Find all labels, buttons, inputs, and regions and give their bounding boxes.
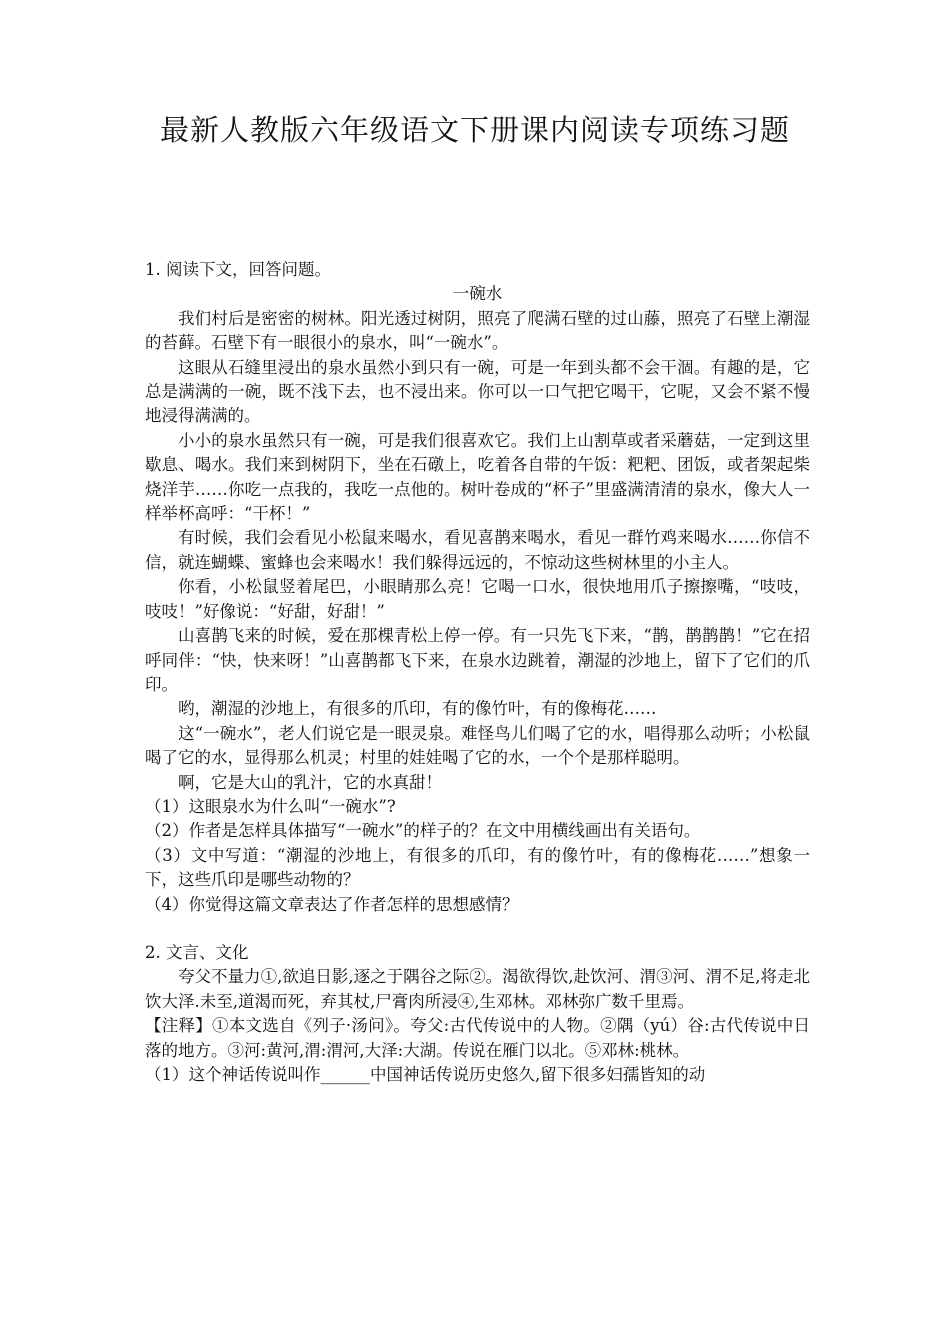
passage-paragraph: 这眼从石缝里浸出的泉水虽然小到只有一碗，可是一年到头都不会干涸。有趣的是，它总是满满的一碗，既不浅下去，也不浸出来。你可以一口气把它喝干，它呢，又会不紧不慢地浸得满满的。 (145, 357, 810, 426)
sub-question: （2）作者是怎样具体描写“一碗水”的样子的？在文中用横线画出有关语句。 (145, 821, 701, 841)
annotation-note: 【注释】①本文选自《列子·汤问》。夸父:古代传说中的人物。②隅（yú）谷:古代传说中日落的地方。③河:黄河,渭:渭河,大泽:大湖。传说在雁门以北。⑤邓林:桃林。 (145, 1016, 810, 1060)
passage-paragraph: 啊，它是大山的乳汁，它的水真甜！ (178, 772, 442, 792)
passage-paragraph: 哟，潮湿的沙地上，有很多的爪印，有的像竹叶，有的像梅花…… (178, 699, 657, 719)
passage-paragraph: 有时候，我们会看见小松鼠来喝水，看见喜鹊来喝水，看见一群竹鸡来喝水……你信不信，就连蝴蝶、蜜蜂也会来喝水！我们躲得远远的，不惊动这些树林里的小主人。 (145, 528, 810, 572)
passage-paragraph: 这“一碗水”，老人们说它是一眼灵泉。难怪鸟儿们喝了它的水，唱得那么动听；小松鼠喝了它的水，显得那么机灵；村里的娃娃喝了它的水，一个个是那样聪明。 (145, 723, 810, 768)
passage-paragraph: 小小的泉水虽然只有一碗，可是我们很喜欢它。我们上山割草或者采蘑菇，一定到这里歇息、喝水。我们来到树阴下，坐在石礅上，吃着各自带的午饭：粑粑、团饭，或者架起柴烧洋芋……你吃一点我的，我吃一点他的。树叶卷成的“杯子”里盛满清清的泉水，像大人一样举杯高呼：“干杯！” (145, 430, 810, 524)
document-body (145, 258, 810, 1087)
question-1-heading: 1. 阅读下文，回答问题。 (145, 260, 331, 279)
sub-question: （3）文中写道：“潮湿的沙地上，有很多的爪印，有的像竹叶，有的像梅花……”想象一下，这些爪印是哪些动物的？ (145, 845, 810, 890)
sub-question: （4）你觉得这篇文章表达了作者怎样的思想感情？ (145, 894, 519, 914)
passage-paragraph: 你看，小松鼠竖着尾巴，小眼睛那么亮！它喝一口水，很快地用爪子擦擦嘴，“吱吱，吱吱！”好像说：“好甜，好甜！” (145, 577, 810, 621)
passage-paragraph: 我们村后是密密的树林。阳光透过树阴，照亮了爬满石壁的过山藤，照亮了石壁上潮湿的苔藓。石壁下有一眼很小的泉水，叫“一碗水”。 (145, 308, 810, 353)
question-2-heading: 2. 文言、文化 (145, 942, 249, 962)
classical-passage: 夸父不量力①,欲追日影,逐之于隅谷之际②。渴欲得饮,赴饮河、渭③河、渭不足,将走北饮大泽.未至,道渴而死，弃其杖,尸膏肉所浸④,生邓林。邓林弥广数千里焉。 (145, 967, 810, 1011)
sub-question: （1）这个神话传说叫作______中国神话传说历史悠久,留下很多妇孺皆知的动 (145, 1065, 706, 1084)
passage-title: 一碗水 (452, 284, 503, 304)
passage-paragraph: 山喜鹊飞来的时候，爱在那棵青松上停一停。有一只先飞下来，“鹊，鹊鹊鹊！”它在招呼同伴：“快，快来呀！”山喜鹊都飞下来，在泉水边跳着，潮湿的沙地上，留下了它们的爪印。 (145, 626, 810, 694)
section-spacer (145, 917, 810, 941)
sub-question: （1）这眼泉水为什么叫“一碗水”? (145, 796, 396, 816)
page-title: 最新人教版六年级语文下册课内阅读专项练习题 (159, 113, 790, 147)
